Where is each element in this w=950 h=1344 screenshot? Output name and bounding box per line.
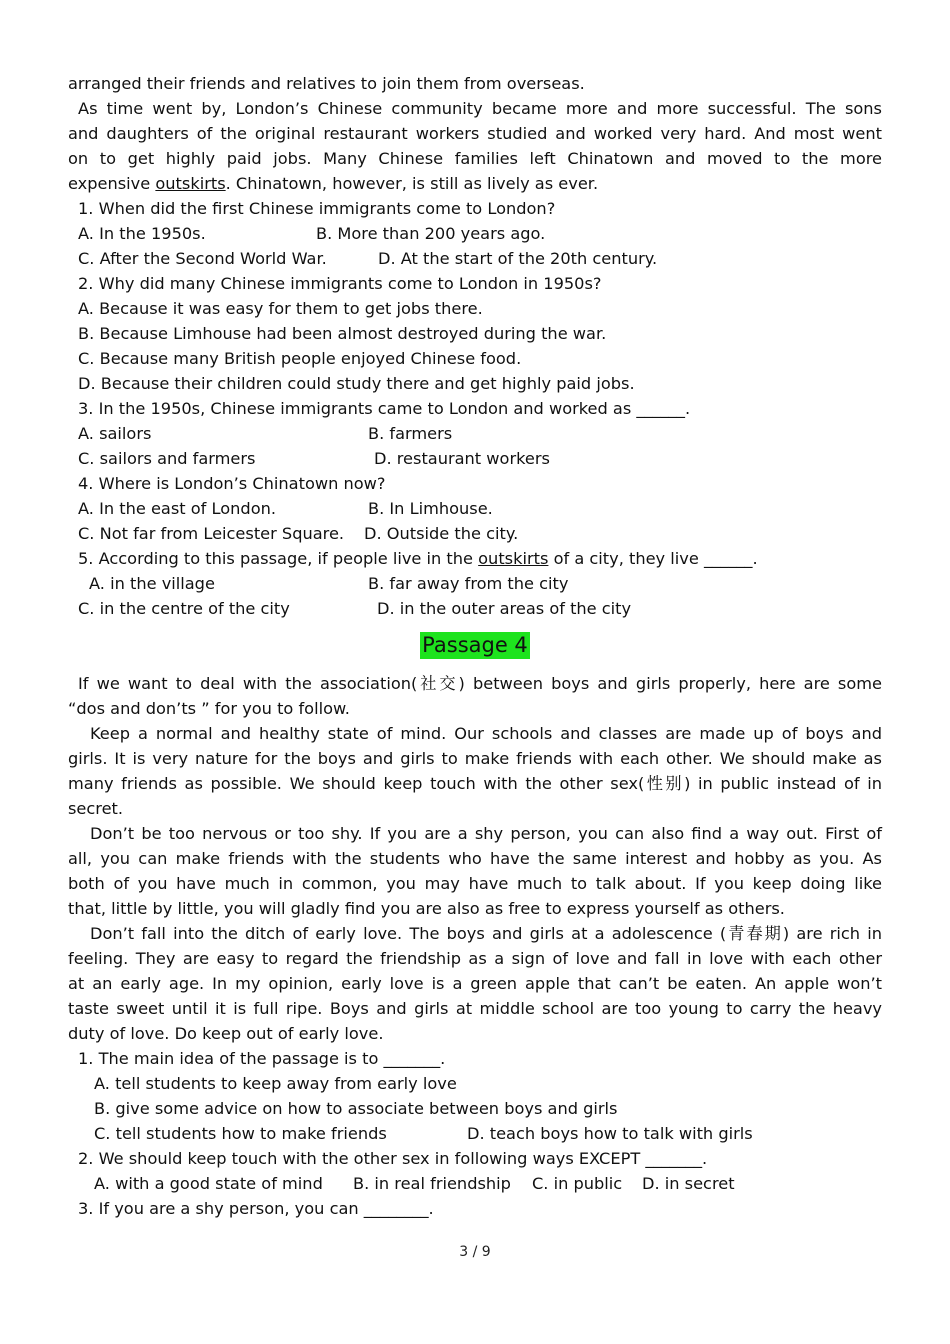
question: 2. Why did many Chinese immigrants come to London in 1950s? <box>78 274 602 293</box>
passage4-line: “dos and don’ts ” for you to follow. <box>68 699 350 718</box>
option-row: A. Because it was easy for them to get jobs there. <box>78 299 483 318</box>
option: C. in public <box>532 1174 623 1193</box>
passage4-line: both of you have much in common, you may have much to talk about. If you keep doing like <box>68 874 882 893</box>
passage4-line: feeling. They are easy to regard the friendship as a sign of love and fall in love with each other <box>68 949 882 968</box>
passage4-line: secret. <box>68 799 124 818</box>
passage4-line: girls. It is very nature for the boys and girls to make friends with each other. We should make as <box>68 749 882 768</box>
option: C. tell students how to make friends <box>94 1124 387 1143</box>
option: B. far away from the city <box>368 574 569 593</box>
option: B. More than 200 years ago. <box>316 224 546 243</box>
passage3-line: As time went by, London’s Chinese community became more and more successful. The sons <box>78 99 882 118</box>
option: D. in the outer areas of the city <box>377 599 632 618</box>
option-row <box>68 521 882 546</box>
option-row <box>68 496 882 521</box>
passage4-line: Don’t fall into the ditch of early love. The boys and girls at a adolescence (青春期) are rich in <box>90 924 882 943</box>
question: 3. If you are a shy person, you can ________. <box>78 1199 434 1218</box>
page-number: 3 / 9 <box>459 1244 491 1260</box>
option: A. In the 1950s. <box>78 224 206 243</box>
option: A. in the village <box>89 574 215 593</box>
passage3-line: expensive outskirts. Chinatown, however, is still as lively as ever. <box>68 174 599 193</box>
option: D. Outside the city. <box>364 524 519 543</box>
passage4-line: that, little by little, you will gladly find you are also as free to express yourself as others. <box>68 899 785 918</box>
option: C. in the centre of the city <box>78 599 290 618</box>
option: B. In Limhouse. <box>368 499 493 518</box>
option: C. sailors and farmers <box>78 449 256 468</box>
option: A. In the east of London. <box>78 499 277 518</box>
passage3-line: on to get highly paid jobs. Many Chinese families left Chinatown and moved to the more <box>68 149 882 168</box>
underlined-word: outskirts <box>478 549 549 568</box>
option: D. restaurant workers <box>374 449 550 468</box>
option-row <box>68 221 882 246</box>
passage4-line: taste sweet until it is full ripe. Boys and girls at middle school are too young to carry the heavy <box>68 999 882 1018</box>
option-row <box>68 571 882 596</box>
underlined-word: outskirts <box>155 174 226 193</box>
question: 5. According to this passage, if people live in the outskirts of a city, they live ______. <box>78 549 758 568</box>
passage3-line: arranged their friends and relatives to join them from overseas. <box>68 74 585 93</box>
option-row <box>68 446 882 471</box>
question: 3. In the 1950s, Chinese immigrants came to London and worked as ______. <box>78 399 691 418</box>
passage4-line: all, you can make friends with the students who have the same interest and hobby as you. As <box>68 849 882 868</box>
option-row: B. Because Limhouse had been almost destroyed during the war. <box>78 324 607 343</box>
page-content <box>68 71 882 1221</box>
passage4-line: many friends as possible. We should keep touch with the other sex(性别) in public instead of in <box>68 774 882 793</box>
passage4-line: Keep a normal and healthy state of mind. Our schools and classes are made up of boys and <box>90 724 882 743</box>
option: C. After the Second World War. <box>78 249 327 268</box>
option: A. with a good state of mind <box>94 1174 323 1193</box>
passage3-line: and daughters of the original restaurant workers studied and worked very hard. And most went <box>68 124 882 143</box>
option-row <box>68 421 882 446</box>
option-row <box>68 596 882 621</box>
passage4-line: at an early age. In my opinion, early love is a green apple that can’t be eaten. An apple won’t <box>68 974 882 993</box>
option-row: B. give some advice on how to associate between boys and girls <box>94 1099 618 1118</box>
passage-heading: Passage 4 <box>422 633 528 657</box>
option-row: C. Because many British people enjoyed Chinese food. <box>78 349 522 368</box>
passage-heading-wrap <box>68 621 882 671</box>
question: 1. The main idea of the passage is to _______. <box>78 1049 446 1068</box>
option-row: A. tell students to keep away from early love <box>94 1074 457 1093</box>
question: 1. When did the first Chinese immigrants come to London? <box>78 199 556 218</box>
question: 2. We should keep touch with the other sex in following ways EXCEPT _______. <box>78 1149 708 1168</box>
option-row <box>68 1171 882 1196</box>
option: B. in real friendship <box>353 1174 511 1193</box>
option: C. Not far from Leicester Square. <box>78 524 345 543</box>
option: D. in secret <box>642 1174 735 1193</box>
passage4-line: Don’t be too nervous or too shy. If you are a shy person, you can also find a way out. First of <box>90 824 882 843</box>
option: B. farmers <box>368 424 453 443</box>
option: A. sailors <box>78 424 152 443</box>
option-row <box>68 1121 882 1146</box>
option: D. At the start of the 20th century. <box>378 249 658 268</box>
option: D. teach boys how to talk with girls <box>467 1124 753 1143</box>
option-row <box>68 246 882 271</box>
option-row: D. Because their children could study there and get highly paid jobs. <box>78 374 635 393</box>
question: 4. Where is London’s Chinatown now? <box>78 474 386 493</box>
passage4-line: If we want to deal with the association(社交) between boys and girls properly, here are some <box>78 674 882 693</box>
passage4-line: duty of love. Do keep out of early love. <box>68 1024 384 1043</box>
